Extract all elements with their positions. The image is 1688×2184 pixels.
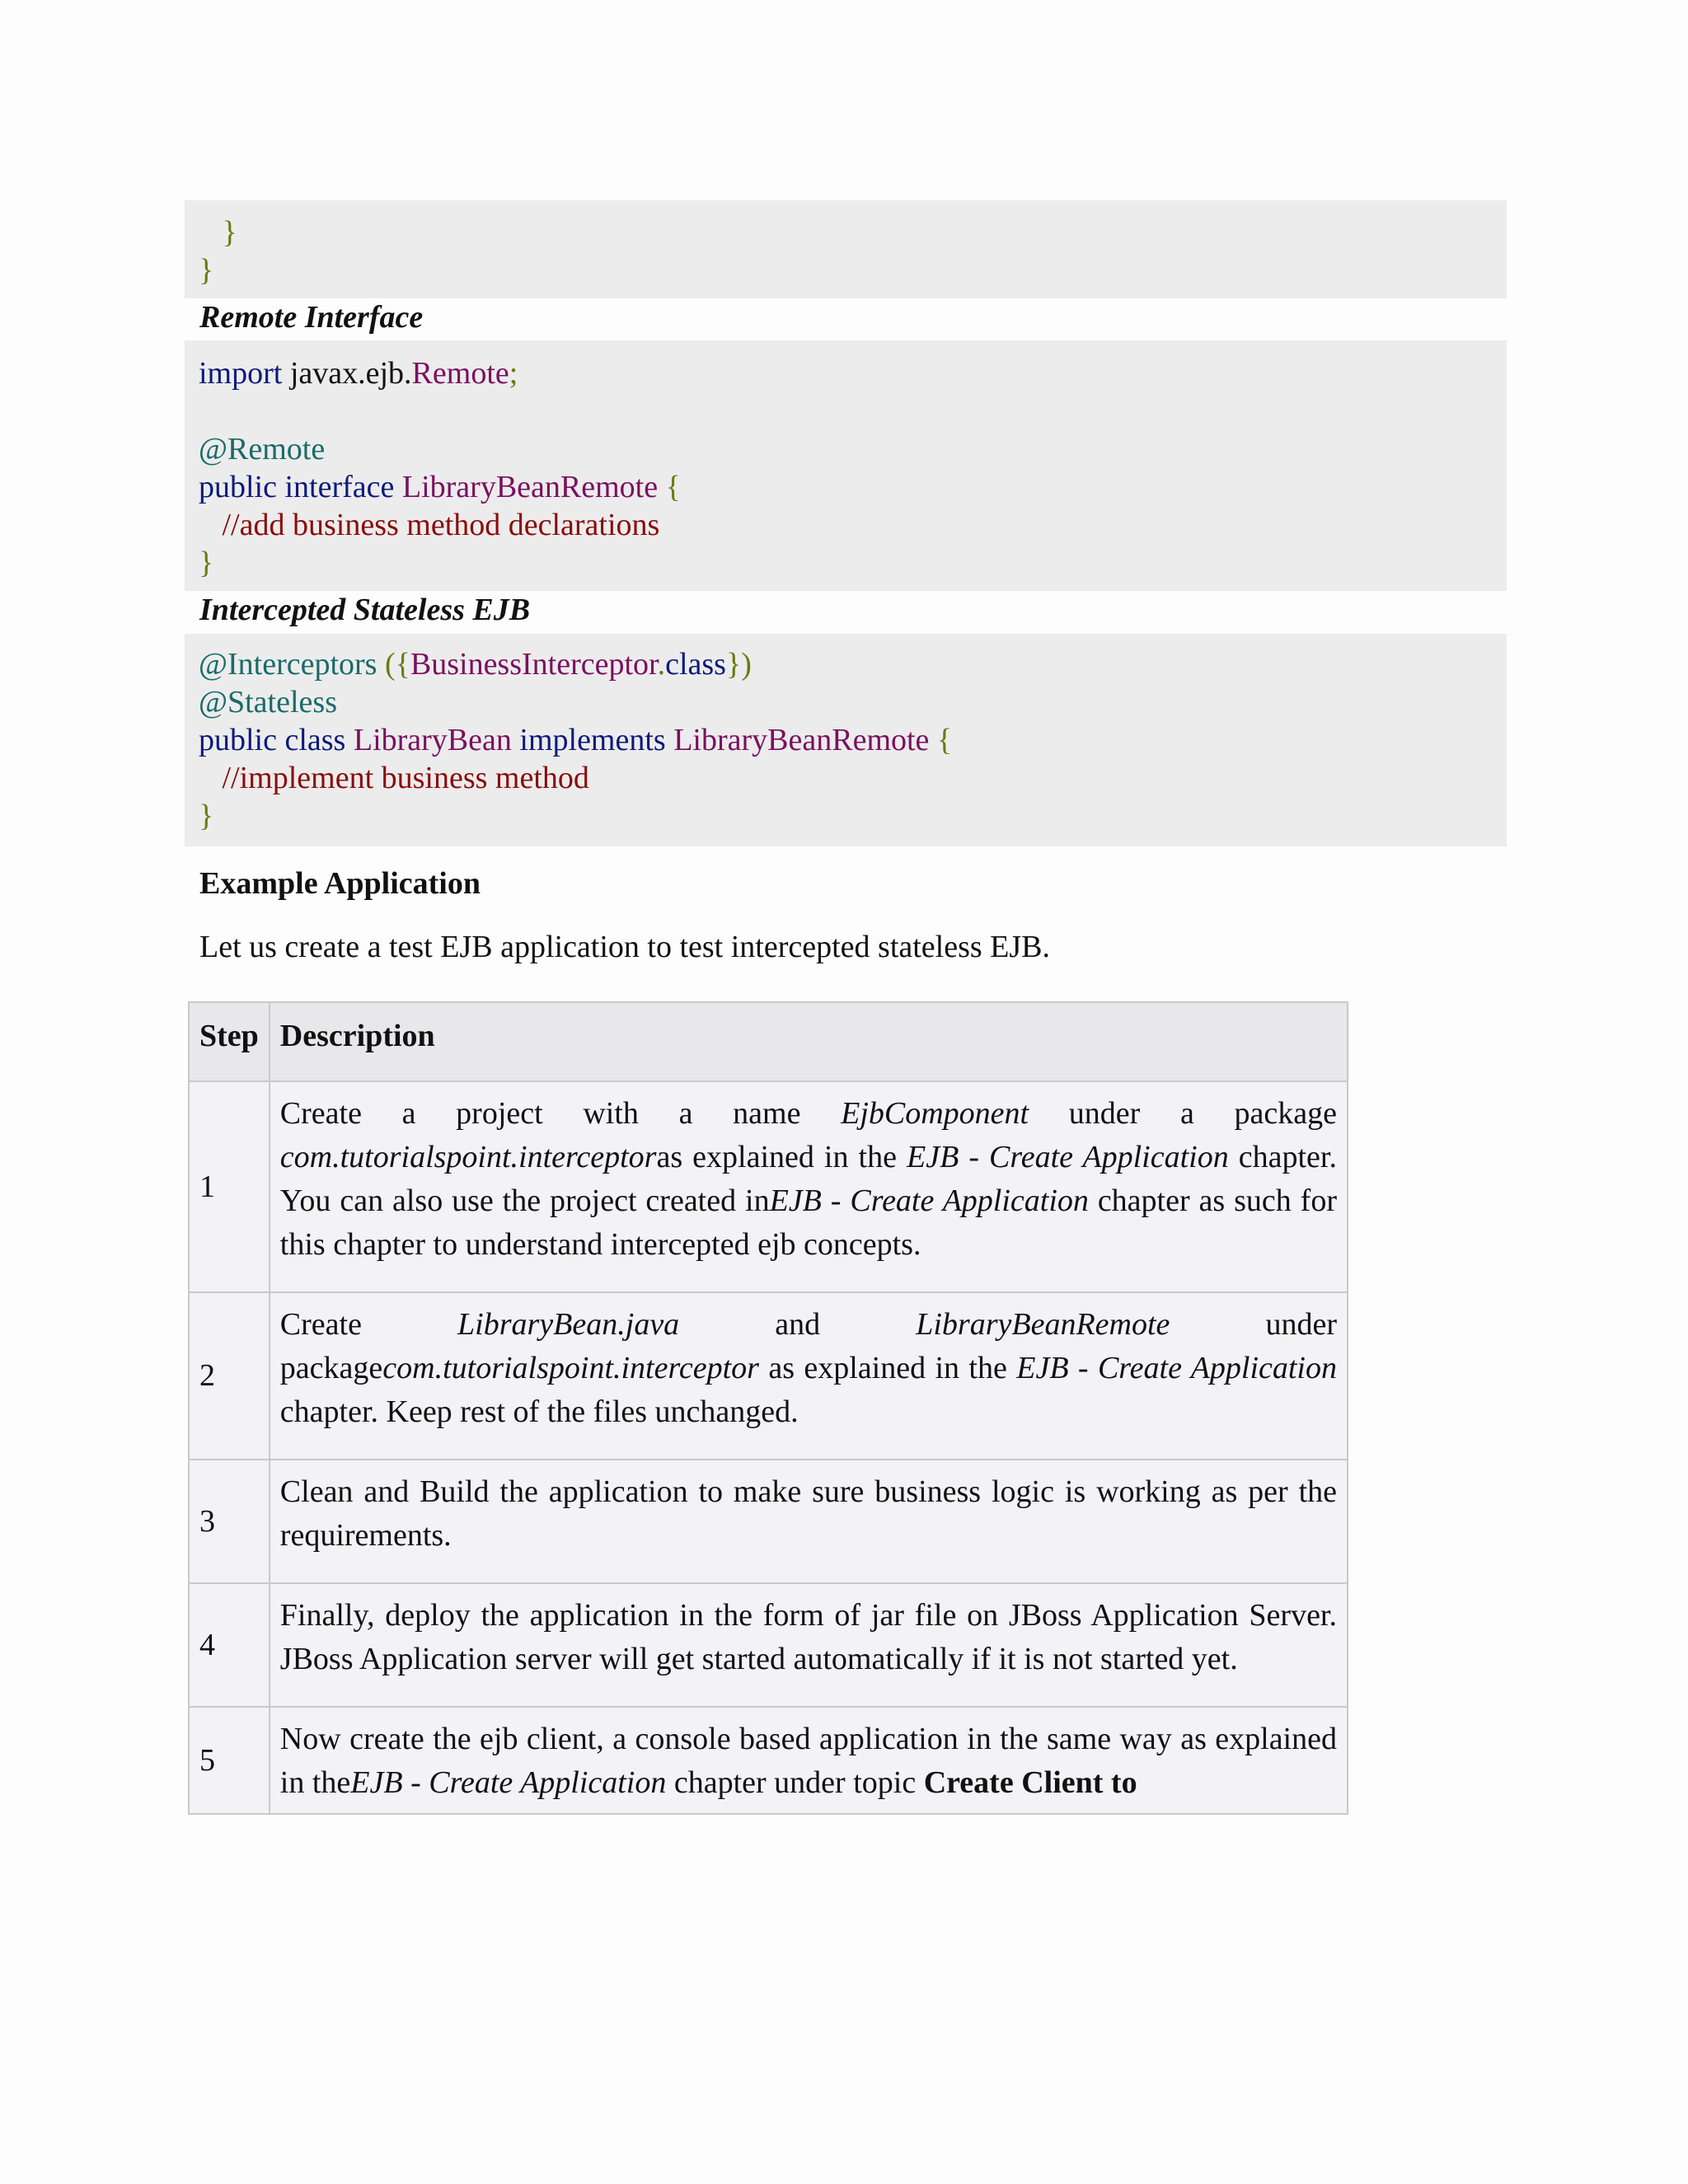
- code-token: {: [929, 723, 953, 757]
- code-token: //implement business method: [222, 761, 589, 795]
- description-text: Create a project with a name: [279, 1096, 842, 1131]
- description-text: EJB - Create Application: [907, 1140, 1229, 1174]
- description-text: as explained in the: [656, 1140, 907, 1174]
- intro-paragraph: Let us create a test EJB application to test intercepted stateless EJB.: [199, 930, 1051, 964]
- description-text: Create: [279, 1307, 458, 1342]
- code-line: [199, 430, 1507, 468]
- description-text: Create Client to: [923, 1765, 1137, 1800]
- code-token: public interface: [199, 470, 395, 504]
- description-text: under package: [279, 1307, 1337, 1385]
- code-token: import: [199, 356, 283, 391]
- header-description: Description: [270, 1002, 1348, 1081]
- step-description: [270, 1460, 1348, 1583]
- code-token: }): [725, 647, 752, 682]
- code-token: }: [199, 253, 214, 288]
- description-text: chapter. Keep rest of the files unchanged.: [279, 1394, 799, 1429]
- description-text: LibraryBean.java: [457, 1307, 680, 1342]
- code-token: class: [665, 647, 726, 682]
- code-token: [199, 761, 223, 795]
- description-text: EjbComponent: [841, 1096, 1029, 1131]
- code-line: [199, 645, 1507, 683]
- description-text: Now create the ejb client, a console based application in the same way as explained in the: [279, 1722, 1337, 1800]
- code-token: [666, 723, 674, 757]
- code-block-closing-braces: [185, 200, 1507, 298]
- step-number: 3: [189, 1460, 270, 1583]
- code-token: @Stateless: [199, 685, 337, 719]
- description-text: and: [679, 1307, 917, 1342]
- description-text: EJB - Create Application: [1016, 1351, 1337, 1385]
- description-text: chapter. You can also use the project created in: [279, 1140, 1337, 1218]
- code-line: [199, 797, 1507, 835]
- table-row: [189, 1081, 1348, 1292]
- remote-interface-label: Remote Interface: [199, 300, 424, 335]
- description-text: under a package: [1029, 1096, 1337, 1131]
- code-token: [199, 215, 223, 250]
- description-text: EJB - Create Application: [350, 1765, 667, 1800]
- code-token: @Remote: [199, 432, 326, 466]
- code-line: [199, 759, 1507, 797]
- step-number: 2: [189, 1292, 270, 1460]
- step-description: [270, 1707, 1348, 1814]
- header-step: Step: [189, 1002, 270, 1081]
- code-token: javax.ejb.: [282, 356, 412, 391]
- code-token: LibraryBeanRemote: [401, 470, 659, 504]
- code-token: [199, 508, 223, 542]
- step-description: [270, 1583, 1348, 1707]
- intercepted-stateless-label: Intercepted Stateless EJB: [199, 593, 531, 627]
- code-block-stateless-bean: [185, 634, 1507, 846]
- description-text: as explained in the: [758, 1351, 1017, 1385]
- table-row: [189, 1583, 1348, 1707]
- code-token: LibraryBean: [353, 723, 512, 757]
- step-number: 1: [189, 1081, 270, 1292]
- steps-table: [188, 1001, 1348, 1815]
- code-token: .: [657, 647, 666, 682]
- table-row: [189, 1707, 1348, 1814]
- code-token: }: [222, 215, 237, 250]
- table-header-row: [189, 1002, 1348, 1081]
- code-token: ({: [377, 647, 410, 682]
- code-token: }: [199, 799, 214, 833]
- description-text: EJB - Create Application: [769, 1183, 1089, 1218]
- code-token: [345, 723, 354, 757]
- code-token: [394, 470, 402, 504]
- code-token: [512, 723, 520, 757]
- section-heading: Example Application: [199, 866, 481, 901]
- code-line: [199, 251, 1507, 289]
- code-token: //add business method declarations: [222, 508, 660, 542]
- code-token: ;: [509, 356, 518, 391]
- step-description: [270, 1292, 1348, 1460]
- description-text: com.tutorialspoint.interceptor: [279, 1140, 657, 1174]
- code-token: LibraryBeanRemote: [673, 723, 930, 757]
- table-row: [189, 1292, 1348, 1460]
- code-token: @Interceptors: [199, 647, 377, 682]
- step-number: 5: [189, 1707, 270, 1814]
- description-text: Finally, deploy the application in the form of jar file on JBoss Application Server. JBoss Application server will get started automatically if it is not started yet.: [279, 1598, 1337, 1676]
- code-line: [199, 354, 1507, 392]
- code-token: public class: [199, 723, 346, 757]
- step-number: 4: [189, 1583, 270, 1707]
- code-block-remote-interface: [185, 340, 1507, 591]
- code-token: BusinessInterceptor: [410, 647, 658, 682]
- code-line: [199, 506, 1507, 544]
- code-line: [199, 721, 1507, 759]
- code-token: }: [199, 546, 214, 580]
- description-text: chapter as such for this chapter to understand intercepted ejb concepts.: [279, 1183, 1337, 1262]
- code-line: [199, 392, 1507, 430]
- table-row: [189, 1460, 1348, 1583]
- step-description: [270, 1081, 1348, 1292]
- code-token: Remote: [411, 356, 509, 391]
- code-line: [199, 544, 1507, 582]
- code-line: [199, 468, 1507, 506]
- description-text: chapter under topic: [666, 1765, 924, 1800]
- code-token: implements: [519, 723, 666, 757]
- description-text: com.tutorialspoint.interceptor: [382, 1351, 759, 1385]
- description-text: LibraryBeanRemote: [916, 1307, 1170, 1342]
- description-text: Clean and Build the application to make sure business logic is working as per the requirements.: [279, 1474, 1337, 1553]
- code-line: [199, 213, 1507, 251]
- code-line: [199, 683, 1507, 721]
- code-token: {: [658, 470, 681, 504]
